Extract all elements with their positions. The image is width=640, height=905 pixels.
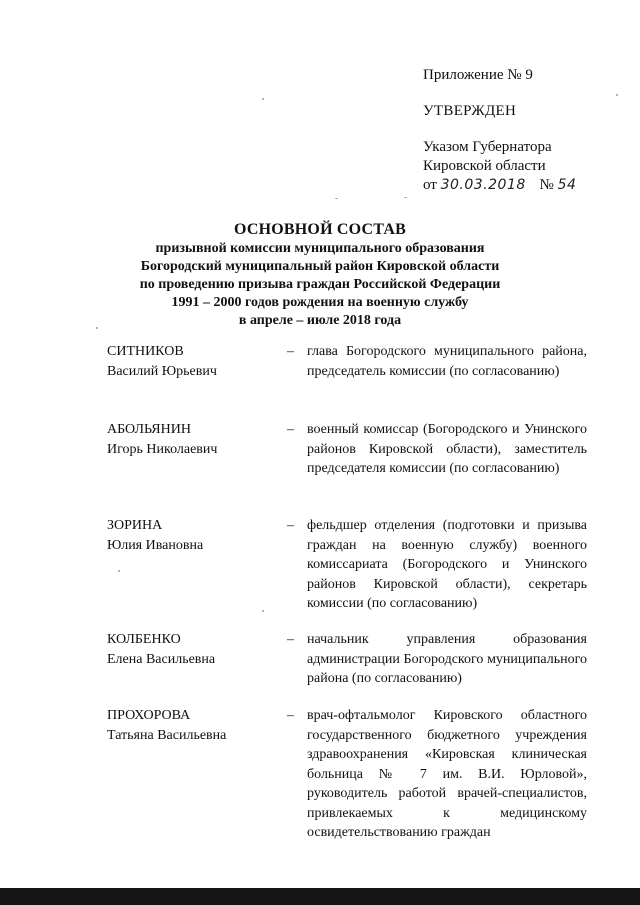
member-surname: СИТНИКОВ: [107, 344, 184, 359]
member-role: глава Богородского муниципального района, председатель комиссии (по согласованию): [307, 344, 587, 379]
title-line-5: в апреле – июле 2018 года: [238, 313, 402, 328]
member-surname: КОЛБЕНКО: [107, 632, 181, 647]
member-name: [107, 630, 277, 669]
handwritten-number: 54: [557, 177, 577, 193]
title-line-3: по проведению призыва граждан Российской Федерации: [139, 277, 501, 292]
member-role: начальник управления образования администрации Богородского муниципального района (по согласованию): [307, 632, 587, 686]
member-dash: –: [287, 708, 294, 723]
member-role: фельдшер отделения (подготовки и призыва граждан на военную службу) военного комиссариата (Богородского и Унинского районов Кировской области), секретарь комиссии (по согласованию): [307, 518, 587, 611]
scan-speck: [404, 197, 407, 198]
scan-bottom-edge: [0, 888, 640, 905]
scan-speck: [616, 94, 618, 96]
member-surname: ПРОХОРОВА: [107, 708, 191, 723]
member-given-name: Елена Васильевна: [107, 651, 216, 667]
approval-block: [423, 66, 623, 195]
member-name: [107, 420, 277, 459]
main-title: ОСНОВНОЙ СОСТАВ: [234, 221, 406, 238]
member-dash: –: [287, 518, 294, 533]
member-dash: –: [287, 422, 294, 437]
member-surname: ЗОРИНА: [107, 518, 163, 533]
member-given-name: Игорь Николаевич: [107, 441, 218, 457]
decree-line-2: Кировской области: [423, 158, 546, 174]
scan-speck: [262, 98, 264, 100]
title-line-4: 1991 – 2000 годов рождения на военную службу: [171, 295, 469, 310]
title-line-2: Богородский муниципальный район Кировской области: [140, 259, 500, 274]
number-sign: №: [539, 177, 554, 193]
title-line-1: призывной комиссии муниципального образования: [155, 241, 485, 256]
member-surname: АБОЛЬЯНИН: [107, 422, 191, 437]
member-given-name: Татьяна Васильевна: [107, 727, 227, 743]
member-role: врач-офтальмолог Кировского областного государственного бюджетного учреждения здравоохранения «Кировская клиническая больница № 7 им. В.И. Юрловой», руководитель работой врачей-специалистов, привлекаемых к медицинскому освидетельствованию граждан: [307, 708, 587, 840]
member-dash: –: [287, 632, 294, 647]
document-title: [90, 220, 550, 330]
date-prefix: от: [423, 177, 437, 193]
member-given-name: Василий Юрьевич: [107, 363, 217, 379]
decree-date-line: [423, 176, 623, 195]
scan-speck: [335, 198, 338, 199]
scan-speck: [118, 570, 120, 572]
member-role: военный комиссар (Богородского и Унинского районов Кировской области), заместитель председателя комиссии (по согласованию): [307, 422, 587, 476]
member-name: [107, 342, 277, 381]
member-given-name: Юлия Ивановна: [107, 537, 204, 553]
handwritten-date: 30.03.2018: [440, 177, 526, 193]
member-name: [107, 516, 277, 555]
appendix-number: Приложение № 9: [423, 67, 533, 83]
member-name: [107, 706, 277, 745]
scan-speck: [262, 610, 264, 612]
approved-stamp: УТВЕРЖДЕН: [423, 103, 517, 119]
scan-speck: [96, 327, 98, 329]
member-dash: –: [287, 344, 294, 359]
decree-line-1: Указом Губернатора: [423, 139, 552, 155]
